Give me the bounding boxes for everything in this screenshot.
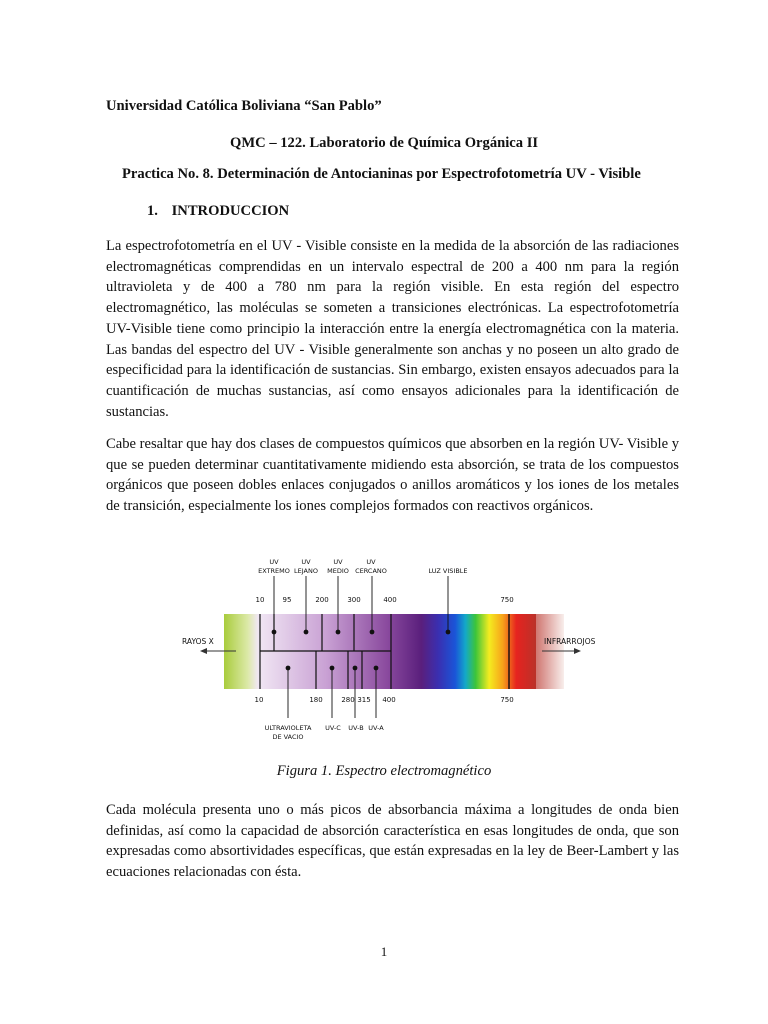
uv-vacio-label-1: ULTRAVIOLETA	[264, 724, 312, 732]
luz-visible-label: LUZ VISIBLE	[428, 567, 468, 575]
course-heading: QMC – 122. Laboratorio de Química Orgánica II	[230, 135, 539, 151]
uv-medio-label-2: MEDIO	[327, 567, 349, 575]
uv-a-label: UV-A	[368, 724, 384, 732]
spectrum-diagram	[176, 552, 606, 748]
uv-lejano-label-1: UV	[301, 558, 311, 566]
practice-heading: Practica No. 8. Determinación de Antocianinas por Espectrofotometría UV - Visible	[122, 166, 641, 182]
rayos-x-label: RAYOS X	[182, 637, 214, 646]
bottom-tick-280: 280	[341, 696, 355, 704]
uv-extremo-label-1: UV	[269, 558, 279, 566]
dot-luz-visible	[446, 630, 451, 635]
figure-caption: Figura 1. Espectro electromagnético	[276, 763, 492, 779]
university-heading: Universidad Católica Boliviana “San Pablo”	[106, 98, 382, 114]
bottom-tick-400: 400	[382, 696, 396, 704]
uv-b-label: UV-B	[348, 724, 364, 732]
uv-c-label: UV-C	[325, 724, 341, 732]
spectrum-figure	[176, 552, 606, 748]
infrarrojos-arrowhead	[574, 648, 581, 654]
uv-extremo-label-2: EXTREMO	[258, 567, 290, 575]
paragraph-intro: La espectrofotometría en el UV - Visible consiste en la medida de la absorción de las radiaciones electromagnéticas comprendidas en un intervalo espectral de 200 a 400 nm para la región ultravioleta y de 400 a 780 nm para la región visible. En esta región del espectro electromagnético, las moléculas se someten a transiciones electrónicas. La espectrofotometría UV-Visible tiene como principio la interacción entre la energía electromagnética con la materia. Las bandas del espectro del UV - Visible generalmente son anchas y no poseen un alto grado de especificidad para la identificación de sustancias. Sin embargo, existen ensayos adecuados para la cuantificación de muchas sustancias, así como ensayos adicionales para la identificación de sustancias.	[106, 238, 679, 420]
uv-cercano-label-1: UV	[366, 558, 376, 566]
bottom-tick-10: 10	[254, 696, 264, 704]
section-heading	[147, 201, 289, 221]
top-tick-200: 200	[315, 596, 329, 604]
top-tick-10: 10	[255, 596, 265, 604]
uv-cercano-label-2: CERCANO	[355, 567, 387, 575]
bottom-tick-750: 750	[500, 696, 514, 704]
top-tick-95: 95	[282, 596, 292, 604]
bottom-tick-315: 315	[357, 696, 371, 704]
infrarrojos-label: INFRARROJOS	[544, 637, 596, 646]
dot-uv-extremo	[272, 630, 277, 635]
bottom-tick-180: 180	[309, 696, 323, 704]
paragraph-compounds: Cabe resaltar que hay dos clases de compuestos químicos que absorben en la región UV- Visible y que se pueden determinar cuantitativamente midiendo esta absorción, se trata de los compuestos orgánicos que poseen dobles enlaces conjugados o anillos aromáticos y los iones de los metales de transición, especialmente los iones complejos formados con reactivos orgánicos.	[106, 436, 680, 515]
page-number: 1	[380, 944, 388, 959]
top-tick-750: 750	[500, 596, 514, 604]
rayos-x-arrowhead	[200, 648, 207, 654]
dot-uv-medio	[336, 630, 341, 635]
section-number: 1.	[147, 203, 158, 219]
top-tick-300: 300	[347, 596, 361, 604]
uv-vacio-label-2: DE VACIO	[272, 733, 304, 741]
dot-uv-lejano	[304, 630, 309, 635]
paragraph-absorbance: Cada molécula presenta uno o más picos de absorbancia máxima a longitudes de onda bien definidas, así como la capacidad de absorción característica en esas longitudes de onda, que son expresadas como absortividades específicas, que están expresadas en la ley de Beer-Lambert y las ecuaciones relacionadas con ésta.	[106, 802, 679, 881]
uv-medio-label-1: UV	[333, 558, 343, 566]
top-tick-400: 400	[383, 596, 397, 604]
dot-uv-cercano	[370, 630, 375, 635]
section-title: INTRODUCCION	[171, 203, 290, 219]
uv-lejano-label-2: LEJANO	[294, 567, 318, 575]
